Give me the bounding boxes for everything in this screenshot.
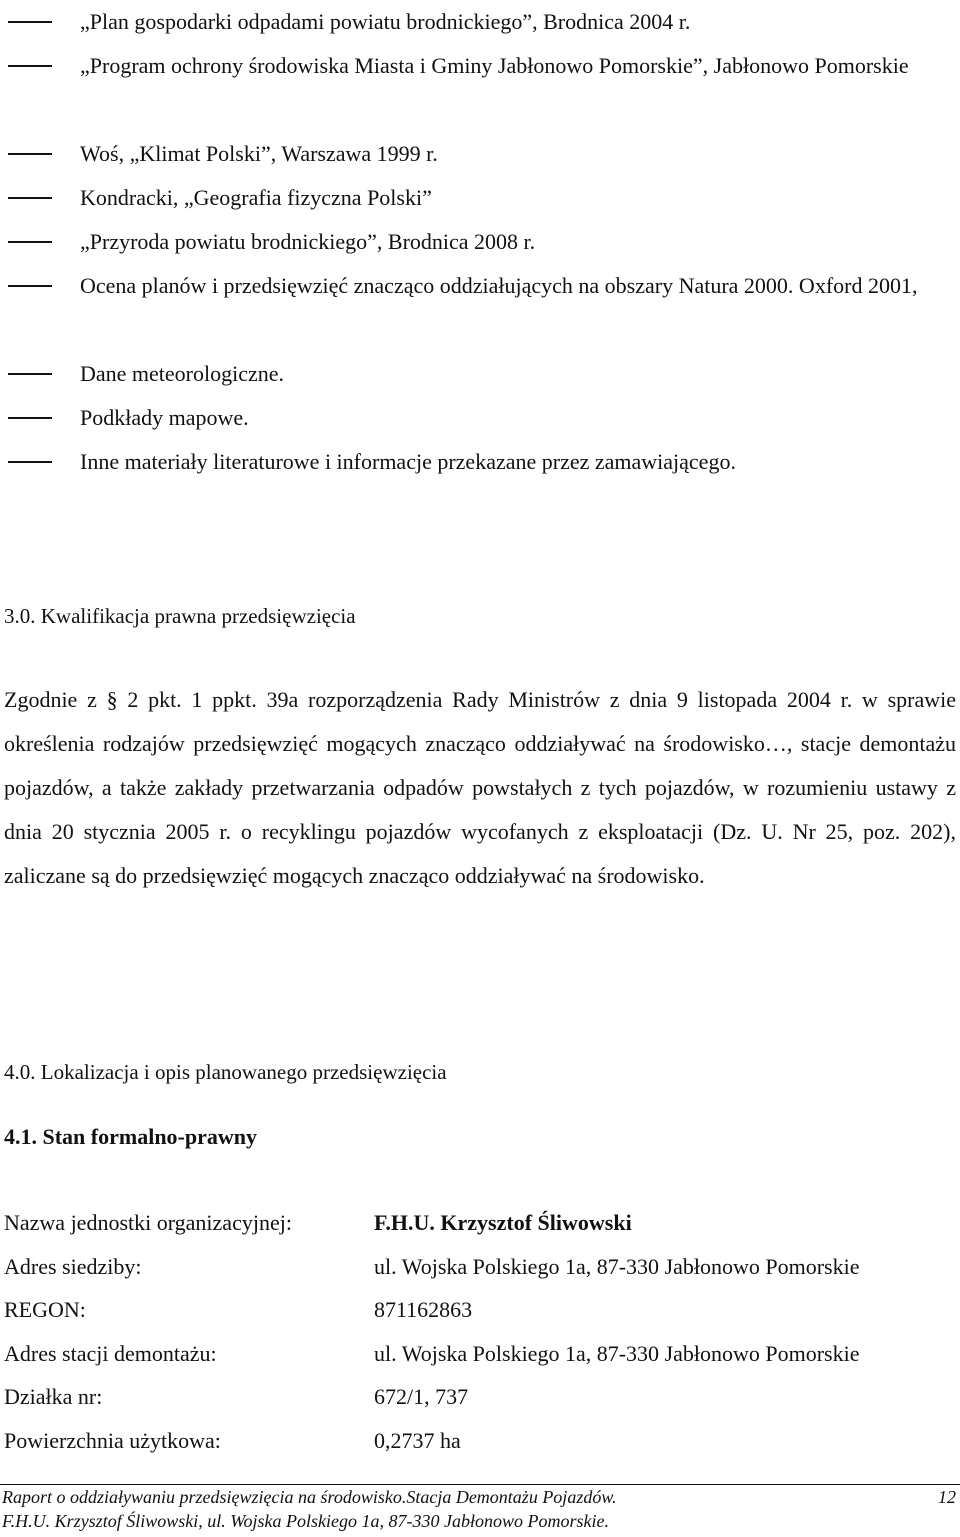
- list-item: [0, 132, 960, 176]
- info-row: [4, 1332, 956, 1376]
- reference-text: Inne materiały literaturowe i informacje przekazane przez zamawiającego.: [80, 449, 736, 474]
- unit-value: F.H.U. Krzysztof Śliwowski: [374, 1210, 632, 1235]
- list-item: [0, 396, 960, 440]
- reference-text: „Przyroda powiatu brodnickiego”, Brodnica 2008 r.: [80, 229, 536, 254]
- list-item: [0, 264, 960, 352]
- footer-line: [0, 1485, 960, 1509]
- plot-label: Działka nr:: [4, 1384, 103, 1410]
- list-item: [0, 352, 960, 396]
- list-item: [0, 176, 960, 220]
- dash-bullet-icon: [8, 197, 52, 199]
- footer-title: Raport o oddziaływaniu przedsięwzięcia na środowisko.Stacja Demontażu Pojazdów.: [2, 1487, 617, 1507]
- info-row: [4, 1375, 956, 1419]
- info-row: [4, 1201, 956, 1245]
- subsection-heading-formal: 4.1. Stan formalno-prawny: [4, 1124, 258, 1149]
- page-number: 12: [938, 1487, 956, 1507]
- reference-list: [0, 0, 960, 484]
- dash-bullet-icon: [8, 417, 52, 419]
- station-value: ul. Wojska Polskiego 1a, 87-330 Jabłonowo Pomorskie: [374, 1340, 860, 1366]
- info-row: [4, 1419, 956, 1463]
- info-row: [4, 1288, 956, 1332]
- dash-bullet-icon: [8, 285, 52, 287]
- regon-value: 871162863: [374, 1297, 473, 1323]
- footer-address: F.H.U. Krzysztof Śliwowski, ul. Wojska Polskiego 1a, 87-330 Jabłonowo Pomorskie.: [2, 1511, 609, 1531]
- area-label: Powierzchnia użytkowa:: [4, 1427, 221, 1453]
- reference-text: Ocena planów i przedsięwzięć znacząco oddziałujących na obszary Natura 2000. Oxford 2001,: [80, 273, 918, 298]
- station-label: Adres stacji demontażu:: [4, 1340, 217, 1366]
- area-value: 0,2737 ha: [374, 1427, 461, 1453]
- dash-bullet-icon: [8, 461, 52, 463]
- dash-bullet-icon: [8, 153, 52, 155]
- list-item: [0, 0, 960, 44]
- section-heading-legal: 3.0. Kwalifikacja prawna przedsięwzięcia: [4, 604, 356, 628]
- address-value: ul. Wojska Polskiego 1a, 87-330 Jabłonowo Pomorskie: [374, 1253, 860, 1279]
- dash-bullet-icon: [8, 373, 52, 375]
- reference-text: „Program ochrony środowiska Miasta i Gminy Jabłonowo Pomorskie”, Jabłonowo Pomorskie: [80, 53, 909, 78]
- reference-text: Woś, „Klimat Polski”, Warszawa 1999 r.: [80, 141, 438, 166]
- dash-bullet-icon: [8, 21, 52, 23]
- unit-label: Nazwa jednostki organizacyjnej:: [4, 1210, 292, 1235]
- dash-bullet-icon: [8, 241, 52, 243]
- reference-text: „Plan gospodarki odpadami powiatu brodnickiego”, Brodnica 2004 r.: [80, 9, 691, 34]
- company-info-table: [4, 1201, 956, 1463]
- footer-line: [0, 1509, 960, 1533]
- address-label: Adres siedziby:: [4, 1253, 142, 1279]
- list-item: [0, 220, 960, 264]
- regon-label: REGON:: [4, 1297, 86, 1323]
- list-item: [0, 44, 960, 132]
- section-heading-location: 4.0. Lokalizacja i opis planowanego przedsięwzięcia: [4, 1060, 447, 1084]
- info-row: [4, 1245, 956, 1289]
- reference-text: Kondracki, „Geografia fizyczna Polski”: [80, 185, 432, 210]
- legal-paragraph: Zgodnie z § 2 pkt. 1 ppkt. 39a rozporządzenia Rady Ministrów z dnia 9 listopada 2004 r. w sprawie określenia rodzajów przedsięwzięć mogących znacząco oddziaływać na środowisko…, stacje demontażu pojazdów, a także zakłady przetwarzania odpadów powstałych z tych pojazdów, w rozumieniu ustawy z dnia 20 stycznia 2005 r. o recyklingu pojazdów wycofanych z eksploatacji (Dz. U. Nr 25, poz. 202), zaliczane są do przedsięwzięć mogących znacząco oddziaływać na środowisko.: [4, 687, 956, 888]
- dash-bullet-icon: [8, 65, 52, 67]
- plot-value: 672/1, 737: [374, 1384, 469, 1410]
- reference-text: Podkłady mapowe.: [80, 405, 249, 430]
- list-item: [0, 440, 960, 484]
- reference-text: Dane meteorologiczne.: [80, 361, 285, 386]
- page-footer: [0, 1484, 960, 1533]
